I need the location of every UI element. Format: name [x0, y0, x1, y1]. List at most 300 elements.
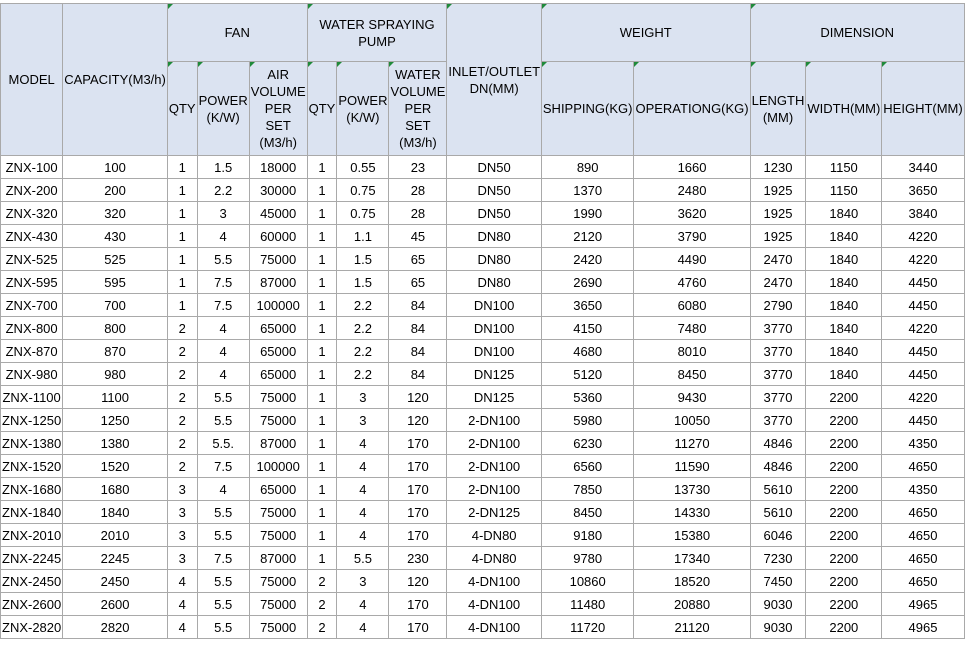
cell-fan-air-volume[interactable]: 65000: [249, 363, 307, 386]
cell-fan-power[interactable]: 5.5: [197, 616, 249, 639]
cell-pump-power[interactable]: 0.75: [337, 179, 389, 202]
cell-height[interactable]: 4450: [882, 271, 964, 294]
cell-pump-power[interactable]: 0.55: [337, 156, 389, 179]
cell-shipping-weight[interactable]: 5980: [541, 409, 634, 432]
cell-pump-water-volume[interactable]: 84: [389, 317, 447, 340]
cell-inlet-outlet[interactable]: DN100: [447, 317, 542, 340]
cell-fan-air-volume[interactable]: 75000: [249, 616, 307, 639]
cell-inlet-outlet[interactable]: DN100: [447, 340, 542, 363]
cell-shipping-weight[interactable]: 3650: [541, 294, 634, 317]
cell-pump-water-volume[interactable]: 120: [389, 386, 447, 409]
cell-fan-qty[interactable]: 3: [167, 524, 197, 547]
cell-fan-air-volume[interactable]: 65000: [249, 340, 307, 363]
cell-capacity[interactable]: 1250: [63, 409, 168, 432]
cell-shipping-weight[interactable]: 10860: [541, 570, 634, 593]
cell-fan-qty[interactable]: 2: [167, 317, 197, 340]
header-width[interactable]: WIDTH(MM): [806, 62, 882, 156]
cell-fan-air-volume[interactable]: 45000: [249, 202, 307, 225]
cell-fan-power[interactable]: 4: [197, 363, 249, 386]
cell-fan-air-volume[interactable]: 30000: [249, 179, 307, 202]
cell-pump-power[interactable]: 4: [337, 478, 389, 501]
cell-fan-power[interactable]: 4: [197, 340, 249, 363]
cell-width[interactable]: 2200: [806, 409, 882, 432]
cell-width[interactable]: 1840: [806, 225, 882, 248]
cell-pump-qty[interactable]: 1: [307, 248, 337, 271]
cell-fan-qty[interactable]: 4: [167, 570, 197, 593]
cell-height[interactable]: 4220: [882, 225, 964, 248]
header-model[interactable]: MODEL: [1, 4, 63, 156]
cell-pump-water-volume[interactable]: 170: [389, 455, 447, 478]
cell-height[interactable]: 4450: [882, 294, 964, 317]
header-inlet-outlet[interactable]: INLET/OUTLET DN(MM): [447, 4, 542, 156]
header-fan-power[interactable]: POWER (K/W): [197, 62, 249, 156]
cell-fan-air-volume[interactable]: 75000: [249, 570, 307, 593]
cell-pump-water-volume[interactable]: 28: [389, 202, 447, 225]
cell-pump-power[interactable]: 4: [337, 455, 389, 478]
cell-pump-water-volume[interactable]: 23: [389, 156, 447, 179]
cell-length[interactable]: 7450: [750, 570, 806, 593]
cell-pump-power[interactable]: 4: [337, 432, 389, 455]
cell-operation-weight[interactable]: 6080: [634, 294, 750, 317]
cell-length[interactable]: 9030: [750, 593, 806, 616]
cell-fan-qty[interactable]: 1: [167, 248, 197, 271]
cell-height[interactable]: 4220: [882, 248, 964, 271]
cell-pump-qty[interactable]: 1: [307, 409, 337, 432]
cell-fan-power[interactable]: 5.5: [197, 409, 249, 432]
cell-fan-air-volume[interactable]: 75000: [249, 501, 307, 524]
cell-width[interactable]: 1840: [806, 248, 882, 271]
cell-inlet-outlet[interactable]: 2-DN125: [447, 501, 542, 524]
cell-pump-qty[interactable]: 1: [307, 156, 337, 179]
cell-pump-qty[interactable]: 1: [307, 501, 337, 524]
cell-fan-air-volume[interactable]: 75000: [249, 386, 307, 409]
cell-pump-power[interactable]: 1.5: [337, 271, 389, 294]
cell-capacity[interactable]: 1840: [63, 501, 168, 524]
cell-fan-air-volume[interactable]: 18000: [249, 156, 307, 179]
header-pump-power[interactable]: POWER (K/W): [337, 62, 389, 156]
cell-pump-qty[interactable]: 1: [307, 478, 337, 501]
cell-shipping-weight[interactable]: 1990: [541, 202, 634, 225]
cell-fan-qty[interactable]: 2: [167, 409, 197, 432]
cell-length[interactable]: 5610: [750, 478, 806, 501]
cell-pump-qty[interactable]: 1: [307, 432, 337, 455]
cell-shipping-weight[interactable]: 9180: [541, 524, 634, 547]
cell-operation-weight[interactable]: 21120: [634, 616, 750, 639]
cell-fan-air-volume[interactable]: 75000: [249, 524, 307, 547]
cell-pump-water-volume[interactable]: 84: [389, 340, 447, 363]
cell-pump-qty[interactable]: 1: [307, 547, 337, 570]
cell-fan-qty[interactable]: 3: [167, 501, 197, 524]
cell-fan-power[interactable]: 7.5: [197, 294, 249, 317]
cell-pump-power[interactable]: 4: [337, 501, 389, 524]
cell-length[interactable]: 3770: [750, 317, 806, 340]
cell-operation-weight[interactable]: 9430: [634, 386, 750, 409]
cell-model[interactable]: ZNX-430: [1, 225, 63, 248]
cell-width[interactable]: 2200: [806, 524, 882, 547]
cell-model[interactable]: ZNX-870: [1, 340, 63, 363]
cell-model[interactable]: ZNX-525: [1, 248, 63, 271]
cell-operation-weight[interactable]: 13730: [634, 478, 750, 501]
cell-fan-power[interactable]: 4: [197, 225, 249, 248]
cell-inlet-outlet[interactable]: 2-DN100: [447, 432, 542, 455]
cell-pump-power[interactable]: 2.2: [337, 363, 389, 386]
cell-pump-water-volume[interactable]: 84: [389, 363, 447, 386]
cell-length[interactable]: 3770: [750, 340, 806, 363]
header-weight[interactable]: WEIGHT: [541, 4, 750, 62]
cell-height[interactable]: 4220: [882, 386, 964, 409]
cell-shipping-weight[interactable]: 8450: [541, 501, 634, 524]
cell-width[interactable]: 2200: [806, 455, 882, 478]
cell-height[interactable]: 4350: [882, 432, 964, 455]
cell-shipping-weight[interactable]: 1370: [541, 179, 634, 202]
cell-operation-weight[interactable]: 1660: [634, 156, 750, 179]
cell-fan-qty[interactable]: 1: [167, 179, 197, 202]
cell-pump-power[interactable]: 4: [337, 616, 389, 639]
cell-model[interactable]: ZNX-1380: [1, 432, 63, 455]
cell-operation-weight[interactable]: 4760: [634, 271, 750, 294]
cell-model[interactable]: ZNX-1250: [1, 409, 63, 432]
cell-height[interactable]: 4650: [882, 547, 964, 570]
cell-length[interactable]: 1230: [750, 156, 806, 179]
cell-fan-air-volume[interactable]: 65000: [249, 317, 307, 340]
header-pump-qty[interactable]: QTY: [307, 62, 337, 156]
cell-pump-water-volume[interactable]: 65: [389, 248, 447, 271]
cell-width[interactable]: 1840: [806, 340, 882, 363]
cell-fan-qty[interactable]: 3: [167, 478, 197, 501]
header-length[interactable]: LENGTH (MM): [750, 62, 806, 156]
cell-fan-power[interactable]: 5.5: [197, 248, 249, 271]
cell-fan-qty[interactable]: 4: [167, 593, 197, 616]
cell-pump-qty[interactable]: 1: [307, 363, 337, 386]
cell-length[interactable]: 4846: [750, 432, 806, 455]
cell-length[interactable]: 3770: [750, 386, 806, 409]
cell-width[interactable]: 2200: [806, 570, 882, 593]
cell-fan-qty[interactable]: 3: [167, 547, 197, 570]
cell-height[interactable]: 4220: [882, 317, 964, 340]
cell-operation-weight[interactable]: 18520: [634, 570, 750, 593]
cell-pump-water-volume[interactable]: 170: [389, 501, 447, 524]
cell-inlet-outlet[interactable]: DN125: [447, 386, 542, 409]
cell-width[interactable]: 1150: [806, 179, 882, 202]
cell-model[interactable]: ZNX-1840: [1, 501, 63, 524]
cell-inlet-outlet[interactable]: 2-DN100: [447, 478, 542, 501]
cell-operation-weight[interactable]: 14330: [634, 501, 750, 524]
cell-length[interactable]: 9030: [750, 616, 806, 639]
cell-fan-air-volume[interactable]: 87000: [249, 432, 307, 455]
cell-height[interactable]: 4350: [882, 478, 964, 501]
cell-fan-power[interactable]: 4: [197, 478, 249, 501]
cell-pump-qty[interactable]: 1: [307, 317, 337, 340]
cell-fan-air-volume[interactable]: 87000: [249, 271, 307, 294]
cell-length[interactable]: 3770: [750, 363, 806, 386]
cell-shipping-weight[interactable]: 6560: [541, 455, 634, 478]
cell-operation-weight[interactable]: 15380: [634, 524, 750, 547]
cell-fan-qty[interactable]: 2: [167, 386, 197, 409]
header-fan-air-volume[interactable]: AIR VOLUME PER SET (M3/h): [249, 62, 307, 156]
cell-pump-power[interactable]: 3: [337, 570, 389, 593]
cell-capacity[interactable]: 980: [63, 363, 168, 386]
cell-fan-qty[interactable]: 1: [167, 202, 197, 225]
cell-height[interactable]: 3440: [882, 156, 964, 179]
cell-operation-weight[interactable]: 20880: [634, 593, 750, 616]
cell-shipping-weight[interactable]: 7850: [541, 478, 634, 501]
header-operation-weight[interactable]: OPERATIONG(KG): [634, 62, 750, 156]
cell-pump-water-volume[interactable]: 170: [389, 478, 447, 501]
cell-height[interactable]: 4450: [882, 409, 964, 432]
cell-width[interactable]: 2200: [806, 501, 882, 524]
cell-capacity[interactable]: 800: [63, 317, 168, 340]
cell-inlet-outlet[interactable]: DN50: [447, 202, 542, 225]
cell-length[interactable]: 5610: [750, 501, 806, 524]
cell-pump-qty[interactable]: 1: [307, 340, 337, 363]
cell-inlet-outlet[interactable]: 2-DN100: [447, 409, 542, 432]
cell-capacity[interactable]: 320: [63, 202, 168, 225]
cell-fan-power[interactable]: 7.5: [197, 455, 249, 478]
cell-capacity[interactable]: 2245: [63, 547, 168, 570]
cell-fan-qty[interactable]: 2: [167, 340, 197, 363]
cell-fan-power[interactable]: 5.5.: [197, 432, 249, 455]
cell-inlet-outlet[interactable]: 4-DN80: [447, 547, 542, 570]
cell-inlet-outlet[interactable]: 2-DN100: [447, 455, 542, 478]
cell-length[interactable]: 7230: [750, 547, 806, 570]
cell-fan-air-volume[interactable]: 87000: [249, 547, 307, 570]
cell-fan-air-volume[interactable]: 100000: [249, 294, 307, 317]
cell-width[interactable]: 1840: [806, 271, 882, 294]
cell-fan-power[interactable]: 2.2: [197, 179, 249, 202]
cell-capacity[interactable]: 2600: [63, 593, 168, 616]
header-fan-qty[interactable]: QTY: [167, 62, 197, 156]
cell-fan-air-volume[interactable]: 75000: [249, 248, 307, 271]
cell-pump-power[interactable]: 3: [337, 386, 389, 409]
cell-model[interactable]: ZNX-1100: [1, 386, 63, 409]
cell-inlet-outlet[interactable]: 4-DN80: [447, 524, 542, 547]
cell-width[interactable]: 1840: [806, 317, 882, 340]
cell-pump-qty[interactable]: 1: [307, 294, 337, 317]
cell-shipping-weight[interactable]: 5360: [541, 386, 634, 409]
cell-model[interactable]: ZNX-980: [1, 363, 63, 386]
cell-capacity[interactable]: 1520: [63, 455, 168, 478]
cell-fan-air-volume[interactable]: 75000: [249, 409, 307, 432]
cell-shipping-weight[interactable]: 2120: [541, 225, 634, 248]
cell-inlet-outlet[interactable]: 4-DN100: [447, 570, 542, 593]
cell-model[interactable]: ZNX-2450: [1, 570, 63, 593]
cell-pump-power[interactable]: 1.1: [337, 225, 389, 248]
cell-pump-qty[interactable]: 1: [307, 271, 337, 294]
cell-length[interactable]: 4846: [750, 455, 806, 478]
cell-height[interactable]: 4965: [882, 593, 964, 616]
cell-length[interactable]: 6046: [750, 524, 806, 547]
cell-operation-weight[interactable]: 2480: [634, 179, 750, 202]
cell-capacity[interactable]: 2820: [63, 616, 168, 639]
cell-operation-weight[interactable]: 7480: [634, 317, 750, 340]
cell-pump-qty[interactable]: 2: [307, 593, 337, 616]
cell-model[interactable]: ZNX-2010: [1, 524, 63, 547]
cell-inlet-outlet[interactable]: DN80: [447, 271, 542, 294]
cell-pump-water-volume[interactable]: 170: [389, 524, 447, 547]
cell-pump-power[interactable]: 0.75: [337, 202, 389, 225]
cell-width[interactable]: 2200: [806, 616, 882, 639]
cell-inlet-outlet[interactable]: DN125: [447, 363, 542, 386]
cell-shipping-weight[interactable]: 890: [541, 156, 634, 179]
cell-fan-air-volume[interactable]: 75000: [249, 593, 307, 616]
cell-inlet-outlet[interactable]: DN80: [447, 225, 542, 248]
cell-operation-weight[interactable]: 4490: [634, 248, 750, 271]
cell-inlet-outlet[interactable]: 4-DN100: [447, 593, 542, 616]
cell-pump-power[interactable]: 1.5: [337, 248, 389, 271]
cell-height[interactable]: 3650: [882, 179, 964, 202]
cell-length[interactable]: 3770: [750, 409, 806, 432]
cell-inlet-outlet[interactable]: DN100: [447, 294, 542, 317]
cell-width[interactable]: 2200: [806, 593, 882, 616]
cell-fan-qty[interactable]: 1: [167, 294, 197, 317]
cell-pump-power[interactable]: 2.2: [337, 340, 389, 363]
cell-shipping-weight[interactable]: 11720: [541, 616, 634, 639]
cell-pump-water-volume[interactable]: 65: [389, 271, 447, 294]
cell-width[interactable]: 1840: [806, 202, 882, 225]
cell-width[interactable]: 2200: [806, 386, 882, 409]
cell-fan-air-volume[interactable]: 65000: [249, 478, 307, 501]
cell-fan-power[interactable]: 5.5: [197, 501, 249, 524]
cell-fan-qty[interactable]: 2: [167, 455, 197, 478]
cell-fan-qty[interactable]: 2: [167, 363, 197, 386]
cell-fan-power[interactable]: 3: [197, 202, 249, 225]
cell-width[interactable]: 2200: [806, 432, 882, 455]
cell-fan-power[interactable]: 4: [197, 317, 249, 340]
cell-shipping-weight[interactable]: 2690: [541, 271, 634, 294]
cell-operation-weight[interactable]: 3620: [634, 202, 750, 225]
cell-fan-qty[interactable]: 1: [167, 156, 197, 179]
cell-height[interactable]: 4650: [882, 501, 964, 524]
cell-shipping-weight[interactable]: 4150: [541, 317, 634, 340]
cell-model[interactable]: ZNX-2245: [1, 547, 63, 570]
cell-length[interactable]: 2470: [750, 248, 806, 271]
cell-shipping-weight[interactable]: 4680: [541, 340, 634, 363]
cell-model[interactable]: ZNX-320: [1, 202, 63, 225]
cell-pump-qty[interactable]: 2: [307, 570, 337, 593]
cell-fan-air-volume[interactable]: 100000: [249, 455, 307, 478]
cell-shipping-weight[interactable]: 6230: [541, 432, 634, 455]
cell-height[interactable]: 4650: [882, 524, 964, 547]
cell-model[interactable]: ZNX-2820: [1, 616, 63, 639]
cell-pump-power[interactable]: 3: [337, 409, 389, 432]
cell-height[interactable]: 4650: [882, 455, 964, 478]
cell-model[interactable]: ZNX-1680: [1, 478, 63, 501]
cell-inlet-outlet[interactable]: DN80: [447, 248, 542, 271]
cell-fan-power[interactable]: 5.5: [197, 524, 249, 547]
cell-model[interactable]: ZNX-1520: [1, 455, 63, 478]
cell-width[interactable]: 1150: [806, 156, 882, 179]
cell-height[interactable]: 4450: [882, 363, 964, 386]
cell-height[interactable]: 4965: [882, 616, 964, 639]
cell-pump-power[interactable]: 2.2: [337, 317, 389, 340]
cell-fan-qty[interactable]: 2: [167, 432, 197, 455]
cell-operation-weight[interactable]: 10050: [634, 409, 750, 432]
cell-length[interactable]: 1925: [750, 225, 806, 248]
cell-width[interactable]: 2200: [806, 478, 882, 501]
cell-fan-power[interactable]: 1.5: [197, 156, 249, 179]
cell-shipping-weight[interactable]: 11480: [541, 593, 634, 616]
cell-model[interactable]: ZNX-700: [1, 294, 63, 317]
cell-pump-power[interactable]: 5.5: [337, 547, 389, 570]
cell-capacity[interactable]: 1100: [63, 386, 168, 409]
cell-operation-weight[interactable]: 3790: [634, 225, 750, 248]
cell-length[interactable]: 1925: [750, 202, 806, 225]
cell-width[interactable]: 1840: [806, 363, 882, 386]
cell-pump-water-volume[interactable]: 120: [389, 570, 447, 593]
cell-operation-weight[interactable]: 11590: [634, 455, 750, 478]
cell-pump-qty[interactable]: 1: [307, 386, 337, 409]
cell-pump-qty[interactable]: 1: [307, 455, 337, 478]
cell-fan-power[interactable]: 5.5: [197, 386, 249, 409]
header-dimension[interactable]: DIMENSION: [750, 4, 964, 62]
cell-pump-qty[interactable]: 1: [307, 225, 337, 248]
cell-pump-water-volume[interactable]: 170: [389, 593, 447, 616]
cell-capacity[interactable]: 430: [63, 225, 168, 248]
cell-model[interactable]: ZNX-200: [1, 179, 63, 202]
cell-width[interactable]: 2200: [806, 547, 882, 570]
cell-pump-water-volume[interactable]: 120: [389, 409, 447, 432]
cell-pump-power[interactable]: 4: [337, 593, 389, 616]
cell-pump-qty[interactable]: 1: [307, 179, 337, 202]
header-capacity[interactable]: CAPACITY(M3/h): [63, 4, 168, 156]
cell-shipping-weight[interactable]: 2420: [541, 248, 634, 271]
cell-model[interactable]: ZNX-595: [1, 271, 63, 294]
cell-capacity[interactable]: 200: [63, 179, 168, 202]
cell-operation-weight[interactable]: 8010: [634, 340, 750, 363]
cell-model[interactable]: ZNX-2600: [1, 593, 63, 616]
cell-pump-power[interactable]: 4: [337, 524, 389, 547]
cell-length[interactable]: 2790: [750, 294, 806, 317]
cell-length[interactable]: 2470: [750, 271, 806, 294]
header-height[interactable]: HEIGHT(MM): [882, 62, 964, 156]
cell-pump-qty[interactable]: 1: [307, 524, 337, 547]
cell-pump-water-volume[interactable]: 230: [389, 547, 447, 570]
cell-operation-weight[interactable]: 17340: [634, 547, 750, 570]
cell-fan-power[interactable]: 5.5: [197, 570, 249, 593]
cell-shipping-weight[interactable]: 9780: [541, 547, 634, 570]
cell-pump-water-volume[interactable]: 45: [389, 225, 447, 248]
cell-inlet-outlet[interactable]: DN50: [447, 156, 542, 179]
cell-capacity[interactable]: 525: [63, 248, 168, 271]
cell-fan-qty[interactable]: 4: [167, 616, 197, 639]
cell-shipping-weight[interactable]: 5120: [541, 363, 634, 386]
cell-capacity[interactable]: 2450: [63, 570, 168, 593]
cell-model[interactable]: ZNX-800: [1, 317, 63, 340]
cell-capacity[interactable]: 870: [63, 340, 168, 363]
cell-pump-water-volume[interactable]: 170: [389, 432, 447, 455]
cell-fan-power[interactable]: 7.5: [197, 547, 249, 570]
cell-fan-qty[interactable]: 1: [167, 225, 197, 248]
cell-operation-weight[interactable]: 11270: [634, 432, 750, 455]
cell-model[interactable]: ZNX-100: [1, 156, 63, 179]
cell-fan-power[interactable]: 7.5: [197, 271, 249, 294]
cell-fan-air-volume[interactable]: 60000: [249, 225, 307, 248]
cell-inlet-outlet[interactable]: 4-DN100: [447, 616, 542, 639]
cell-capacity[interactable]: 595: [63, 271, 168, 294]
cell-pump-power[interactable]: 2.2: [337, 294, 389, 317]
cell-capacity[interactable]: 2010: [63, 524, 168, 547]
cell-height[interactable]: 3840: [882, 202, 964, 225]
cell-pump-water-volume[interactable]: 28: [389, 179, 447, 202]
cell-fan-power[interactable]: 5.5: [197, 593, 249, 616]
cell-capacity[interactable]: 100: [63, 156, 168, 179]
cell-fan-qty[interactable]: 1: [167, 271, 197, 294]
header-shipping-weight[interactable]: SHIPPING(KG): [541, 62, 634, 156]
cell-pump-qty[interactable]: 1: [307, 202, 337, 225]
cell-height[interactable]: 4450: [882, 340, 964, 363]
cell-pump-qty[interactable]: 2: [307, 616, 337, 639]
cell-length[interactable]: 1925: [750, 179, 806, 202]
